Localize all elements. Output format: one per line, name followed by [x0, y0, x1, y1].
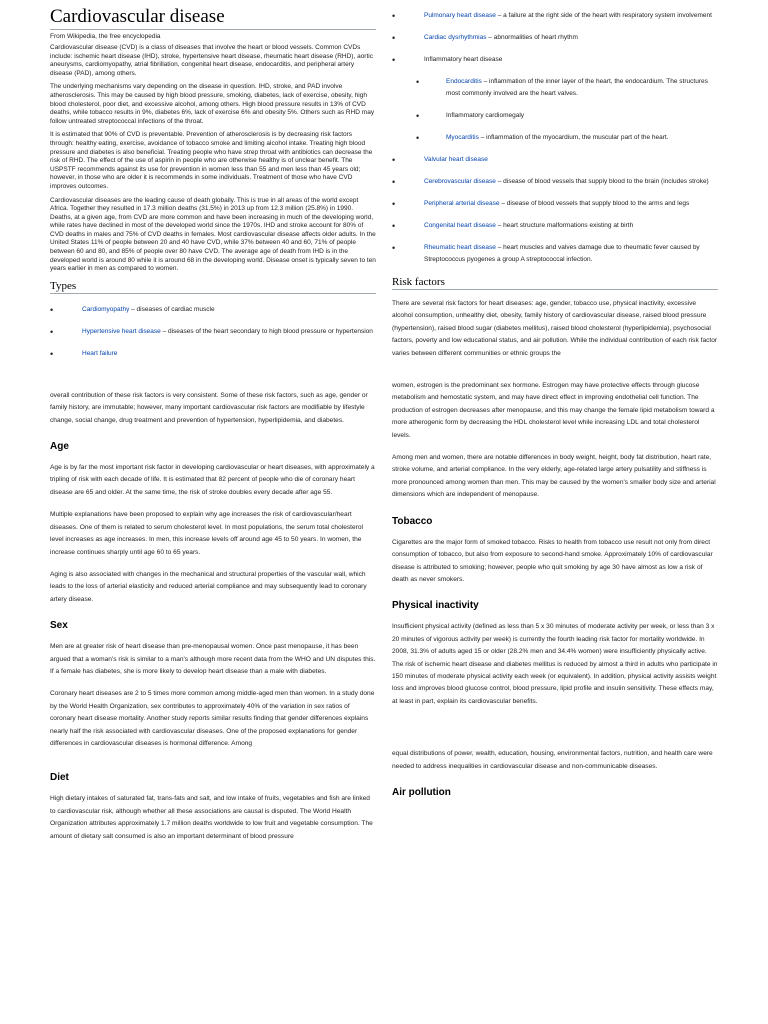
age-paragraph-2: Multiple explanations have been proposed to explain why age increases the risk of cardiovascular/heart diseases. One of them is related to serum cholesterol level. In most populations, the serum total cholesterol level increases as age increases. In men, this increase levels off around age 45 to 50 years. In women, the increase continues sharply until age 60 to 65 years.	[50, 511, 363, 556]
sex-paragraph-2: Coronary heart diseases are 2 to 5 times more common among middle-aged men than women. In a study done by the World Health Organization, sex contributes to approximately 40% of the variation in sex ratios of coronary heart disease mortality. Another study reports similar results finding that gender differences explains nearly half the risk associated with cardiovascular diseases. One of the proposed explanations for gender differences in cardiovascular diseases is hormonal difference. Among	[50, 690, 375, 747]
left-column	[50, 0, 376, 853]
diet-paragraph: High dietary intakes of saturated fat, trans-fats and salt, and low intake of fruits, vegetables and fish are linked to cardiovascular risk, although whether all these associations are causal is disputed. The World Health Organization attributes approximately 1.7 million deaths worldwide to low fruit and vegetable consumption. The amount of dietary salt consumed is also an important determinant of blood pressure	[50, 795, 373, 840]
diet-heading: Diet	[50, 772, 69, 784]
type-link[interactable]: Rheumatic heart disease	[424, 244, 496, 251]
types-heading: Types	[50, 280, 376, 294]
type-link[interactable]: Congenital heart disease	[424, 222, 496, 229]
type-link[interactable]: Hypertensive heart disease	[82, 327, 161, 335]
risk-continuation: overall contribution of these risk factors is very consistent. Some of these risk factors, such as age, gender or family history, are immutable; however, many important cardiovascular risk factors are modifiable by lifestyle change, social change, drug treatment and prevention of hypertension, hyperlipidemia, and diabetes.	[50, 391, 368, 424]
intro-paragraph-2: The underlying mechanisms vary depending on the disease in question. IHD, stroke, and PAD involve atherosclerosis. This may be caused by high blood pressure, smoking, diabetes, lack of exercise, obesity, high blood cholesterol, poor diet, and excessive alcohol, among others. High blood pressure results in 13% of CVD deaths, while tobacco results in 9%, diabetes 6%, lack of exercise 6% and obesity 5%. Others such as RHD may follow untreated streptococcal infections of the throat.	[50, 83, 375, 125]
list-item: • Myocarditis – inflammation of the myocardium, the muscular part of the heart.	[392, 132, 718, 144]
intro-paragraph-3: It is estimated that 90% of CVD is preventable. Prevention of atherosclerosis is by decreasing risk factors through: healthy eating, exercise, avoidance of tobacco smoke and limiting alcohol intake. Treating high blood pressure and diabetes is also beneficial. Treating people who have strep throat with antibiotics can decrease the risk of RHD. The effect of the use of aspirin in people who are otherwise healthy is of unclear benefit. The USPSTF recommends against its use for prevention in women less than 55 and men less than 45 years old; however, in those who are older it is recommends in some individuals. Treatment of those who have CVD improves outcomes.	[50, 131, 373, 190]
age-paragraph-1: Age is by far the most important risk factor in developing cardiovascular or heart diseases, with approximately a tripling of risk with each decade of life. It is estimated that 82 percent of people who die of coronary heart disease are 65 and older. At the same time, the risk of stroke doubles every decade after age 55.	[50, 464, 375, 496]
risk-intro: There are several risk factors for heart diseases: age, gender, tobacco use, physical inactivity, excessive alcohol consumption, unhealthy diet, obesity, family history of cardiovascular disease, raised blood pressure (hypertension), raised blood sugar (diabetes mellitus), raised blood cholesterol (hyperlipidemia), psychosocial factors, poverty and low educational status, and air pollution. While the individual contribution of each risk factor varies between different communities or ethnic groups the	[392, 300, 718, 357]
list-item: • Hypertensive heart disease – diseases of the heart secondary to high blood pressure or hypertension	[50, 326, 376, 338]
list-item: • Cardiomyopathy – diseases of cardiac muscle	[50, 304, 376, 316]
page-title: Cardiovascular disease	[50, 6, 376, 30]
list-item	[50, 348, 376, 360]
types-list-left	[50, 304, 376, 360]
sex-heading: Sex	[50, 620, 68, 632]
type-link[interactable]: Cerebrovascular disease	[424, 178, 496, 185]
tobacco-heading: Tobacco	[392, 515, 433, 527]
air-pollution-heading: Air pollution	[392, 786, 451, 798]
intro-paragraph-1: Cardiovascular disease (CVD) is a class of diseases that involve the heart or blood vessels. Common CVDs include: ischemic heart disease (IHD), stroke, hypertensive heart disease, rheumatic heart disease (RHD), aortic aneurysms, cardiomyopathy, atrial fibrillation, congenital heart disease, endocarditis, and peripheral artery disease (PAD), among others.	[50, 44, 373, 77]
intro-paragraph-4: Cardiovascular diseases are the leading cause of death globally. This is true in all areas of the world except Africa. Together they resulted in 17.3 million deaths (31.5%) in 2013 up from 12.3 million (25.8%) in 1990. Deaths, at a given age, from CVD are more common and have been increasing in much of the developing world, while rates have declined in most of the developed world since the 1970s. IHD and stroke account for 80% of CVD deaths in males and 75% of CVD deaths in females. Most cardiovascular disease affects older adults. In the United States 11% of people between 20 and 40 have CVD, while 37% between 40 and 60, 71% of people between 60 and 80, and 85% of people over 80 have CVD. The average age of death from IHD is in the developed world is around 80 while it is around 68 in the developing world. Disease onset is typically seven to ten years earlier in men as compared to women.	[50, 196, 376, 273]
subtitle: From Wikipedia, the free encyclopedia	[50, 33, 161, 40]
type-link[interactable]: Peripheral arterial disease	[424, 200, 500, 207]
list-item: • Inflammatory heart disease	[392, 54, 718, 66]
sex-paragraph-1: Men are at greater risk of heart disease than pre-menopausal women. Once past menopause, it has been argued that a woman's risk is similar to a man's although more recent data from the WHO and UN disputes this. If a female has diabetes, she is more likely to develop heart disease than a male with diabetes.	[50, 643, 376, 675]
type-link[interactable]: Valvular heart disease	[424, 156, 488, 163]
list-item: • Congenital heart disease – heart structure malformations existing at birth	[392, 220, 718, 232]
type-link[interactable]: Heart failure	[82, 349, 118, 357]
types-list-right	[392, 10, 718, 266]
physical-inactivity-paragraph: Insufficient physical activity (defined as less than 5 x 30 minutes of moderate activity per week, or less than 3 x 20 minutes of vigorous activity per week) is currently the fourth leading risk factor for mortality worldwide. In 2008, 31.3% of adults aged 15 or older (28.2% men and 34.4% women) were insufficiently physically active. The risk of ischemic heart disease and diabetes mellitus is reduced by almost a third in adults who participate in 150 minutes of moderate physical activity each week (or equivalent). In addition, physical activity assists weight loss and improves blood glucose control, blood pressure, lipid profile and insulin sensitivity. These effects may, at least in part, explain its cardiovascular benefits.	[392, 623, 718, 705]
list-item	[392, 154, 718, 166]
type-link[interactable]: Myocarditis	[446, 134, 479, 141]
age-paragraph-3: Aging is also associated with changes in the mechanical and structural properties of the vascular wall, which leads to the loss of arterial elasticity and reduced arterial compliance and may subsequently lead to coronary artery disease.	[50, 570, 367, 603]
physical-inactivity-heading: Physical inactivity	[392, 600, 479, 612]
risk-factors-heading: Risk factors	[392, 276, 718, 290]
list-item: • Inflammatory cardiomegaly	[392, 110, 718, 122]
diet-right-paragraph: equal distributions of power, wealth, education, housing, environmental factors, nutrition, and health care were needed to address inequalities in cardiovascular disease and non-communicable diseases.	[392, 750, 713, 770]
type-link[interactable]: Cardiomyopathy	[82, 305, 130, 313]
tobacco-paragraph: Cigarettes are the major form of smoked tobacco. Risks to health from tobacco use result not only from direct consumption of tobacco, but also from exposure to second-hand smoke. Approximately 10% of cardiovascular disease is attributed to smoking; however, people who quit smoking by age 30 have almost as low a risk of death as never smokers.	[392, 538, 713, 583]
sex-right-paragraph-1: women, estrogen is the predominant sex hormone. Estrogen may have protective effects through glucose metabolism and hemostatic system, and may have direct effect in improving endothelial cell function. The production of estrogen decreases after menopause, and this may change the female lipid metabolism toward a more atherogenic form by decreasing the HDL cholesterol level while increasing LDL and total cholesterol levels.	[392, 382, 715, 439]
list-item: • Endocarditis – inflammation of the inner layer of the heart, the endocardium. The structures most commonly involved are the heart valves.	[392, 76, 718, 100]
list-item: • Cerebrovascular disease – disease of blood vessels that supply blood to the brain (includes stroke)	[392, 176, 718, 188]
list-item: • Peripheral arterial disease – disease of blood vessels that supply blood to the arms and legs	[392, 198, 718, 210]
list-item: • Pulmonary heart disease – a failure at the right side of the heart with respiratory system involvement	[392, 10, 718, 22]
sex-right-paragraph-2: Among men and women, there are notable differences in body weight, height, body fat distribution, heart rate, stroke volume, and arterial compliance. In the very elderly, age-related large artery pulsatility and stiffness is more pronounced among women than men. This may be caused by the women's smaller body size and arterial dimensions which are independent of menopause.	[392, 454, 716, 499]
age-heading: Age	[50, 441, 69, 453]
right-column	[392, 0, 718, 808]
type-link[interactable]: Pulmonary heart disease	[424, 12, 496, 19]
type-link[interactable]: Endocarditis	[446, 78, 482, 85]
list-item: • Cardiac dysrhythmias – abnormalities of heart rhythm	[392, 32, 718, 44]
type-link[interactable]: Cardiac dysrhythmias	[424, 34, 487, 41]
list-item: • Rheumatic heart disease – heart muscles and valves damage due to rheumatic fever caused by Streptococcus pyogenes a group A streptococcal infection.	[392, 242, 718, 266]
